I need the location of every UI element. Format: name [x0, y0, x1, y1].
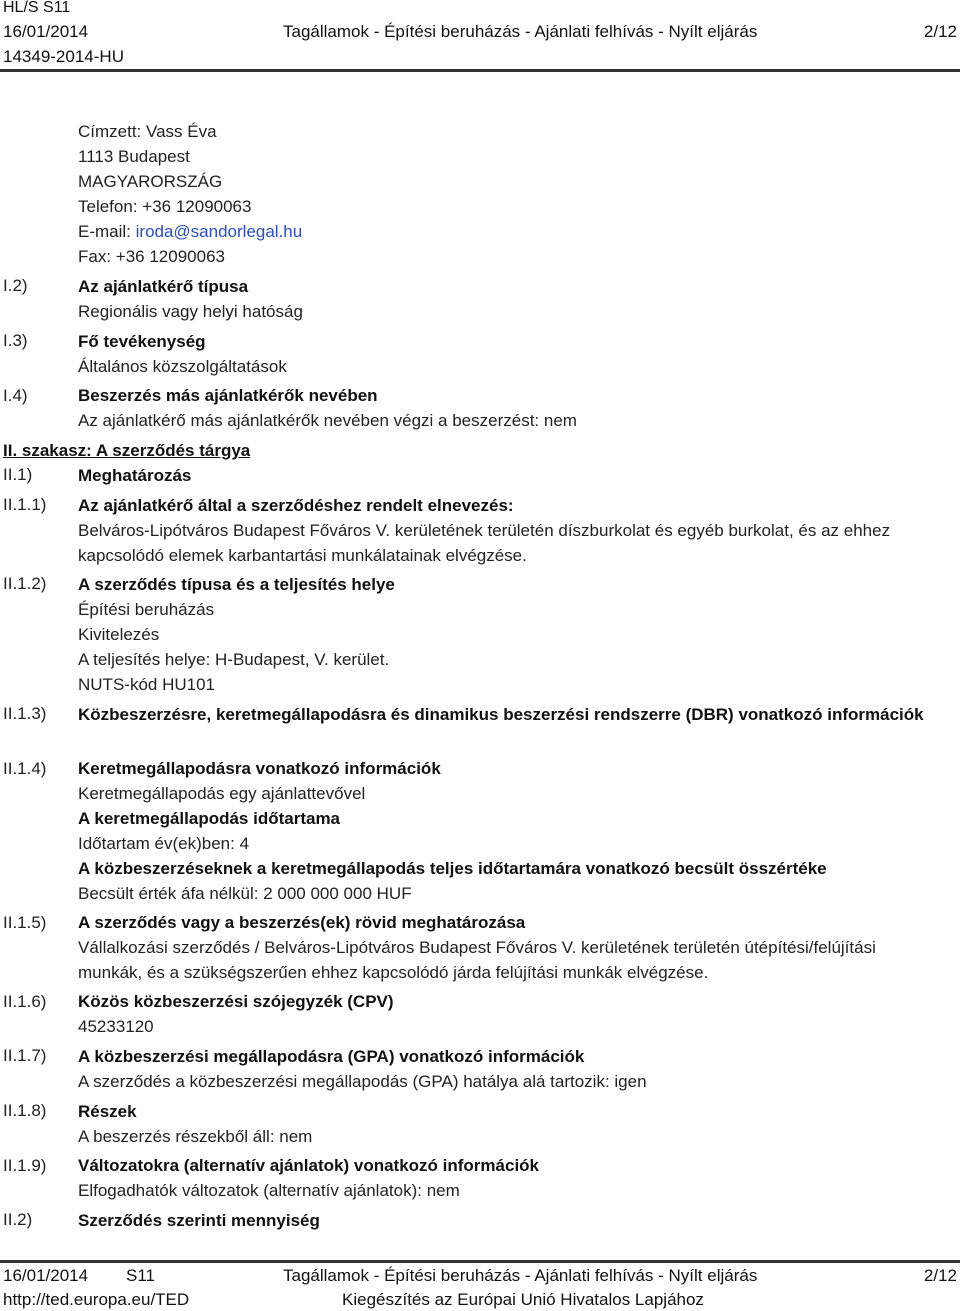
- section-text-ii16: 45233120: [78, 1017, 154, 1036]
- page-header: [0, 0, 960, 72]
- header-title: Tagállamok - Építési beruházás - Ajánlati felhívás - Nyílt eljárás: [283, 22, 758, 41]
- section-number-ii1: II.1): [3, 465, 33, 484]
- section-heading-ii13: Közbeszerzésre, keretmegállapodásra és dinamikus beszerzési rendszerre (DBR) vonatkozó információk: [78, 705, 924, 724]
- section-text-i3: Általános közszolgáltatások: [78, 357, 287, 376]
- contact-email-label: E-mail:: [78, 222, 136, 241]
- section-number-ii18: II.1.8): [3, 1101, 47, 1120]
- header-divider: [0, 69, 960, 72]
- section-line2-ii12: Kivitelezés: [78, 625, 160, 644]
- section-number-ii14: II.1.4): [3, 759, 47, 778]
- doc-code: HL/S S11: [3, 0, 71, 16]
- section-heading-ii11: Az ajánlatkérő által a szerződéshez rendelt elnevezés:: [78, 496, 514, 515]
- section-heading-ii14: Keretmegállapodásra vonatkozó információk: [78, 759, 441, 778]
- section-number-ii16: II.1.6): [3, 992, 47, 1011]
- footer-page-number: 2/12: [923, 1266, 957, 1285]
- header-page-number: 2/12: [923, 22, 957, 41]
- section-heading-i2: Az ajánlatkérő típusa: [78, 277, 249, 296]
- section-line3-ii12: A teljesítés helye: H-Budapest, V. kerület.: [78, 650, 390, 669]
- contact-fax: Fax: +36 12090063: [78, 247, 225, 266]
- footer-url-link[interactable]: http://ted.europa.eu/TED: [3, 1290, 190, 1309]
- header-date: 16/01/2014: [3, 22, 89, 41]
- section-text-ii18: A beszerzés részekből áll: nem: [78, 1127, 313, 1146]
- section-number-ii19: II.1.9): [3, 1156, 47, 1175]
- section-heading-ii12: A szerződés típusa és a teljesítés helye: [78, 575, 395, 594]
- footer-title: Tagállamok - Építési beruházás - Ajánlati felhívás - Nyílt eljárás: [283, 1266, 758, 1285]
- page-footer: [0, 1260, 960, 1311]
- section-number-i3: I.3): [3, 331, 28, 350]
- footer-series: S11: [126, 1266, 155, 1285]
- contact-phone: Telefon: +36 12090063: [78, 197, 252, 216]
- section-heading-ii18: Részek: [78, 1102, 137, 1121]
- section-sub2-ii14: A közbeszerzéseknek a keretmegállapodás teljes időtartamára vonatkozó becsült összértéke: [78, 859, 827, 878]
- footer-divider: [0, 1260, 960, 1263]
- section-text-i2: Regionális vagy helyi hatóság: [78, 302, 303, 321]
- section-line4-ii12: NUTS-kód HU101: [78, 675, 215, 694]
- section-heading-ii1: Meghatározás: [78, 466, 192, 485]
- section-title-ii: II. szakasz: A szerződés tárgya: [3, 441, 251, 460]
- section-text-ii17: A szerződés a közbeszerzési megállapodás (GPA) hatálya alá tartozik: igen: [78, 1072, 647, 1091]
- contact-email-line: [78, 219, 938, 244]
- section-heading-i3: Fő tevékenység: [78, 332, 206, 351]
- section-number-ii13: II.1.3): [3, 704, 47, 723]
- section-number-ii17: II.1.7): [3, 1046, 47, 1065]
- section-text-ii19: Elfogadhatók változatok (alternatív ajánlatok): nem: [78, 1181, 460, 1200]
- section-number-ii2: II.2): [3, 1210, 33, 1229]
- section-heading-ii16: Közös közbeszerzési szójegyzék (CPV): [78, 992, 394, 1011]
- section-number-ii12: II.1.2): [3, 574, 47, 593]
- section-line2-ii14: Időtartam év(ek)ben: 4: [78, 834, 250, 853]
- section-heading-i4: Beszerzés más ajánlatkérők nevében: [78, 386, 378, 405]
- section-text-i4: Az ajánlatkérő más ajánlatkérők nevében végzi a beszerzést: nem: [78, 411, 577, 430]
- section-number-i2: I.2): [3, 276, 28, 295]
- section-line3-ii14: Becsült érték áfa nélkül: 2 000 000 000 HUF: [78, 884, 412, 903]
- section-text-ii15: Vállalkozási szerződés / Belváros-Lipótváros Budapest Főváros V. kerületének területén útépítési/felújítási munkák, és a szükségszerűen ehhez kapcsolódó járda felújítási munkák elvégzése.: [78, 938, 876, 982]
- section-number-ii11: II.1.1): [3, 495, 47, 514]
- section-line1-ii12: Építési beruházás: [78, 600, 215, 619]
- footer-publisher: Kiegészítés az Európai Unió Hivatalos Lapjához: [342, 1290, 704, 1309]
- contact-recipient: Címzett: Vass Éva: [78, 122, 217, 141]
- section-text-ii11: Belváros-Lipótváros Budapest Főváros V. kerületének területén díszburkolat és egyéb burkolat, és az ehhez kapcsolódó elemek karbantartási munkálatainak elvégzése.: [78, 521, 891, 565]
- section-line1-ii14: Keretmegállapodás egy ajánlattevővel: [78, 784, 366, 803]
- section-heading-ii15: A szerződés vagy a beszerzés(ek) rövid meghatározása: [78, 913, 526, 932]
- section-heading-ii17: A közbeszerzési megállapodásra (GPA) vonatkozó információk: [78, 1047, 585, 1066]
- section-number-i4: I.4): [3, 386, 28, 405]
- section-number-ii15: II.1.5): [3, 913, 47, 932]
- contact-city: 1113 Budapest: [78, 147, 190, 166]
- contact-email-link[interactable]: iroda@sandorlegal.hu: [135, 222, 303, 241]
- section-heading-ii19: Változatokra (alternatív ajánlatok) vonatkozó információk: [78, 1156, 540, 1175]
- section-heading-ii2: Szerződés szerinti mennyiség: [78, 1211, 320, 1230]
- footer-date: 16/01/2014: [3, 1266, 89, 1285]
- section-sub1-ii14: A keretmegállapodás időtartama: [78, 809, 341, 828]
- contact-country: MAGYARORSZÁG: [78, 172, 223, 191]
- header-ref: 14349-2014-HU: [3, 47, 124, 66]
